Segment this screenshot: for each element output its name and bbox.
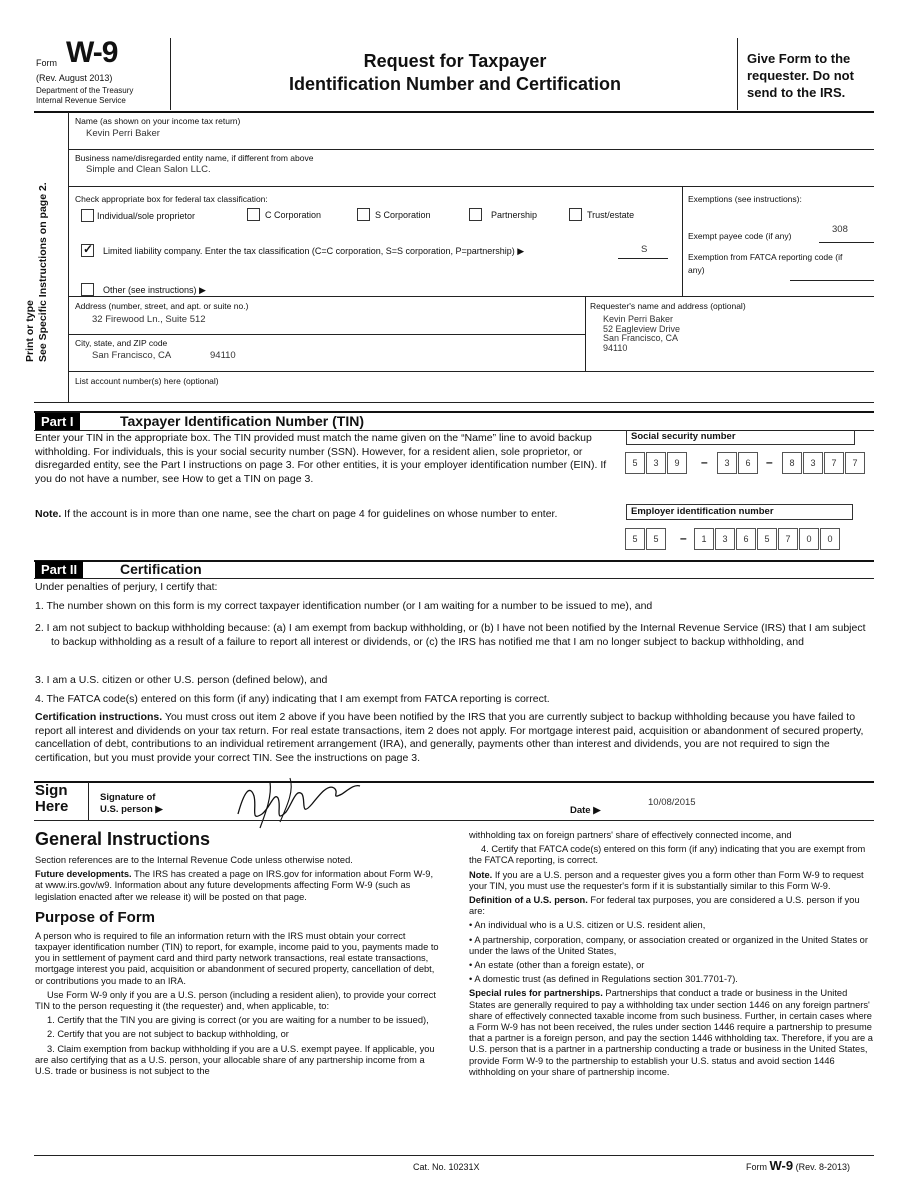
ein-digit[interactable]: 3 [715, 528, 735, 550]
part-1-badge: Part I [35, 413, 80, 431]
signature-label-line-2: U.S. person ▶ [100, 804, 163, 815]
ssn-label: Social security number [626, 430, 855, 445]
cert-item-4: 4. The FATCA code(s) entered on this form (if any) indicating that I am exempt from FATCA reporting is correct. [35, 693, 550, 705]
purpose-heading: Purpose of Form [35, 908, 156, 926]
footer-form-id [746, 1158, 850, 1173]
ssn-digit[interactable]: 9 [667, 452, 687, 474]
tin-instructions: Enter your TIN in the appropriate box. The TIN provided must match the name given on the “Name” line to avoid backup withholding. For individuals, this is your social security number (SSN). However, for a resident alien, sole proprietor, or disregarded entity, see the Part I instructions on page 3. For other entities, it is your employer identification number (EIN). If you do not have a number, see How to get a TIN on page 3. [35, 432, 607, 485]
signature-label-line-1: Signature of [100, 792, 156, 803]
exempt-payee-field[interactable]: 308 [832, 224, 848, 235]
exempt-payee-label: Exempt payee code (if any) [688, 231, 792, 241]
note-text: If you are a U.S. person and a requester gives you a form other than Form W-9 to request your TIN, you must use the requester's form if it is substantially similar to this Form W-9. [469, 869, 864, 891]
form-number: W-9 [66, 36, 118, 69]
cert-instructions-bold: Certification instructions. [35, 711, 163, 723]
sign-word: Sign [35, 782, 68, 799]
classification-label: Check appropriate box for federal tax classification: [75, 194, 268, 204]
requester-label: Requester's name and address (optional) [590, 301, 746, 311]
s-corporation-checkbox[interactable] [357, 208, 370, 221]
agency: Internal Revenue Service [36, 96, 126, 105]
ein-label: Employer identification number [626, 504, 853, 520]
ein-dash: – [680, 531, 687, 545]
other-checkbox[interactable] [81, 283, 94, 296]
fatca-label: Exemption from FATCA reporting code (if any) [688, 252, 843, 275]
llc-checkbox[interactable] [81, 244, 94, 257]
fatca-certify-text: 4. Certify that FATCA code(s) entered on this form (if any) indicating that you are exempt from the FATCA reporting, is correct. [469, 844, 866, 866]
part-2-title: Certification [120, 561, 202, 577]
name-label: Name (as shown on your income tax return) [75, 116, 241, 126]
catalog-number: Cat. No. 10231X [413, 1162, 480, 1172]
see-instructions: See Specific Instructions on page 2. [37, 182, 49, 362]
withholding-tax-text: withholding tax on foreign partners' share of effectively connected income, and [469, 830, 792, 840]
individual-label: Individual/sole proprietor [97, 211, 196, 221]
business-name-field[interactable]: Simple and Clean Salon LLC. [86, 164, 211, 175]
other-label: Other (see instructions) ▶ [103, 285, 206, 295]
purpose-item-3: 3. Claim exemption from backup withholding if you are a U.S. exempt payee. If applicable, you are also certifying that as a U.S. person, your allocable share of any partnership income from a U.S. trade or business is not subject to the [35, 1043, 435, 1077]
ein-digit[interactable]: 5 [646, 528, 666, 550]
purpose-paragraph-1: A person who is required to file an information return with the IRS must obtain your correct taxpayer identification number (TIN) to report, for example, income paid to you, payments made to you in settlement of payment card and third party network transactions, real estate transactions, mortgage interest you paid, acquisition or abandonment of secured property, cancellation of debt, or contributions you made to an IRA. [35, 930, 439, 986]
address-label: Address (number, street, and apt. or suite no.) [75, 301, 249, 311]
part-1-title: Taxpayer Identification Number (TIN) [120, 413, 364, 429]
bullet-item: • A domestic trust (as defined in Regulations section 301.7701-7). [469, 974, 738, 985]
ein-digit[interactable]: 7 [778, 528, 798, 550]
footer-revision: (Rev. 8-2013) [795, 1162, 850, 1172]
s-corporation-label: S Corporation [375, 210, 431, 220]
name-field[interactable]: Kevin Perri Baker [86, 128, 160, 139]
sign-here-label [35, 783, 68, 815]
ein-digit[interactable]: 6 [736, 528, 756, 550]
print-or-type-label [24, 112, 50, 362]
bullet-item: • An individual who is a U.S. citizen or U.S. resident alien, [469, 920, 706, 931]
general-instructions-heading: General Instructions [35, 829, 211, 849]
requester-line: San Francisco, CA [603, 333, 679, 343]
ssn-digit[interactable]: 5 [625, 452, 645, 474]
requester-line: Kevin Perri Baker [603, 314, 674, 324]
exemptions-label: Exemptions (see instructions): [688, 194, 802, 204]
purpose-item-2: 2. Certify that you are not subject to backup withholding, or [47, 1029, 289, 1040]
c-corporation-label: C Corporation [265, 210, 322, 220]
ssn-dash: – [766, 455, 773, 469]
title-line-1: Request for Taxpayer [363, 51, 547, 71]
tin-note [35, 508, 595, 522]
here-word: Here [35, 798, 69, 815]
ssn-dash: – [701, 455, 708, 469]
partnership-label: Partnership [491, 210, 538, 220]
ssn-digit[interactable]: 7 [845, 452, 865, 474]
future-developments-bold: Future developments. [35, 869, 132, 880]
cert-item-2: 2. I am not subject to backup withholding because: (a) I am exempt from backup withholding, or (b) I have not been notified by the Internal Revenue Service (IRS) that I am subject to backup withholding as a result of a failure to report all interest or dividends, or (c) the IRS has notified me that I am no longer subject to backup withholding, and [35, 622, 866, 648]
llc-label: Limited liability company. Enter the tax classification (C=C corporation, S=S corporation, P=partnership) ▶ [103, 246, 525, 256]
requester-line: 52 Eagleview Drive [603, 323, 681, 334]
city-label: City, state, and ZIP code [75, 338, 168, 348]
form-word: Form [36, 58, 57, 68]
requester-address[interactable] [603, 315, 680, 353]
special-rules [469, 988, 873, 1078]
bullet-item: • A partnership, corporation, company, or association created or organized in the United States or under the laws of the United States, [469, 934, 868, 956]
cert-item-1: 1. The number shown on this form is my correct taxpayer identification number (or I am waiting for a number to be issued to me), and [35, 600, 653, 612]
c-corporation-checkbox[interactable] [247, 208, 260, 221]
footer-form-number: W-9 [769, 1158, 794, 1173]
department: Department of the Treasury [36, 86, 134, 95]
ssn-digit[interactable]: 3 [803, 452, 823, 474]
ssn-digit[interactable]: 8 [782, 452, 802, 474]
instructions-left-column [35, 855, 440, 1080]
ein-digit[interactable]: 1 [694, 528, 714, 550]
cert-item-3: 3. I am a U.S. citizen or other U.S. person (defined below), and [35, 674, 328, 686]
ssn-digit[interactable]: 3 [717, 452, 737, 474]
ein-digit[interactable]: 0 [820, 528, 840, 550]
ein-digit[interactable]: 0 [799, 528, 819, 550]
purpose-paragraph-2: Use Form W-9 only if you are a U.S. person (including a resident alien), to provide your correct TIN to the person requesting it (the requester) and, when applicable, to: [35, 989, 436, 1012]
us-person-definition [469, 895, 873, 917]
city-field[interactable]: San Francisco, CA [92, 350, 172, 361]
business-name-label: Business name/disregarded entity name, if different from above [75, 153, 314, 163]
footer-form-word: Form [746, 1162, 767, 1172]
address-field[interactable]: 32 Firewood Ln., Suite 512 [92, 314, 206, 325]
special-rules-bold: Special rules for partnerships. [469, 988, 603, 999]
signature-label [100, 792, 163, 816]
special-rules-text: Partnerships that conduct a trade or business in the United States are generally required to pay a withholding tax under section 1446 on any foreign partners' share of effectively connected taxable income from such business. Further, in certain cases where a Form W-9 has not been received, the rules under section 1446 require a partnership to presume that a partner is a foreign person, and pay the section 1446 withholding tax. Therefore, if you are a U.S. person that is a partner in a partnership conducting a trade or business in the United States, provide Form W-9 to the partnership to establish your U.S. status and avoid section 1446 withholding on your share of partnership income. [469, 988, 873, 1077]
date-field[interactable]: 10/08/2015 [648, 797, 696, 808]
ein-digit[interactable]: 5 [757, 528, 777, 550]
trust-estate-checkbox[interactable] [569, 208, 582, 221]
tin-note-bold: Note. [35, 508, 62, 520]
purpose-item-1: 1. Certify that the TIN you are giving is correct (or you are waiting for a number to be issued), [47, 1015, 429, 1026]
section-references: Section references are to the Internal Revenue Code unless otherwise noted. [35, 855, 353, 865]
signature-field[interactable] [230, 774, 370, 832]
form-title [172, 50, 738, 96]
revision-date: (Rev. August 2013) [36, 73, 113, 83]
llc-classification-field[interactable]: S [641, 244, 648, 255]
definition-bold: Definition of a U.S. person. [469, 895, 588, 906]
trust-estate-label: Trust/estate [587, 210, 635, 220]
note-bold: Note. [469, 869, 493, 880]
future-developments-text: The IRS has created a page on IRS.gov for information about Form W-9, at www.irs.gov/w9. Information about any future developments affecting Form W-9 (such as legislation enacted after we release it) will be posted on that page. [35, 869, 434, 902]
account-label: List account number(s) here (optional) [75, 376, 219, 386]
requester-line: 94110 [603, 342, 628, 353]
title-line-2: Identification Number and Certification [288, 74, 622, 94]
ssn-digit[interactable]: 3 [646, 452, 666, 474]
certification-intro: Under penalties of perjury, I certify that: [35, 581, 218, 593]
definition-text: For federal tax purposes, you are considered a U.S. person if you are: [469, 895, 860, 917]
give-form-note: Give Form to the requester. Do not send to the IRS. [747, 51, 854, 100]
part-2-badge: Part II [35, 561, 83, 579]
tin-note-text: If the account is in more than one name, see the chart on page 4 for guidelines on whose number to enter. [61, 508, 558, 520]
individual-checkbox[interactable] [81, 209, 94, 222]
ssn-digit[interactable]: 6 [738, 452, 758, 474]
certification-instructions [35, 711, 873, 765]
date-label: Date ▶ [570, 805, 601, 816]
note-paragraph [469, 870, 873, 892]
ein-digit[interactable]: 5 [625, 528, 645, 550]
cert-instructions-text: You must cross out item 2 above if you have been notified by the IRS that you are currently subject to backup withholding because you have failed to report all interest and dividends on your tax return. For real estate transactions, item 2 does not apply. For mortgage interest paid, acquisition or abandonment of secured property, cancellation of debt, contributions to an individual retirement arrangement (IRA), and generally, payments other than interest and dividends, you are not required to sign the certification, but you must provide your correct TIN. See the instructions on page 3. [35, 711, 864, 764]
instructions-right-column [469, 830, 873, 1081]
bullet-item: • An estate (other than a foreign estate), or [469, 960, 645, 971]
print-or-type: Print or type [24, 300, 36, 362]
zip-field[interactable]: 94110 [210, 350, 236, 361]
ssn-digit[interactable]: 7 [824, 452, 844, 474]
partnership-checkbox[interactable] [469, 208, 482, 221]
future-developments [35, 869, 440, 903]
